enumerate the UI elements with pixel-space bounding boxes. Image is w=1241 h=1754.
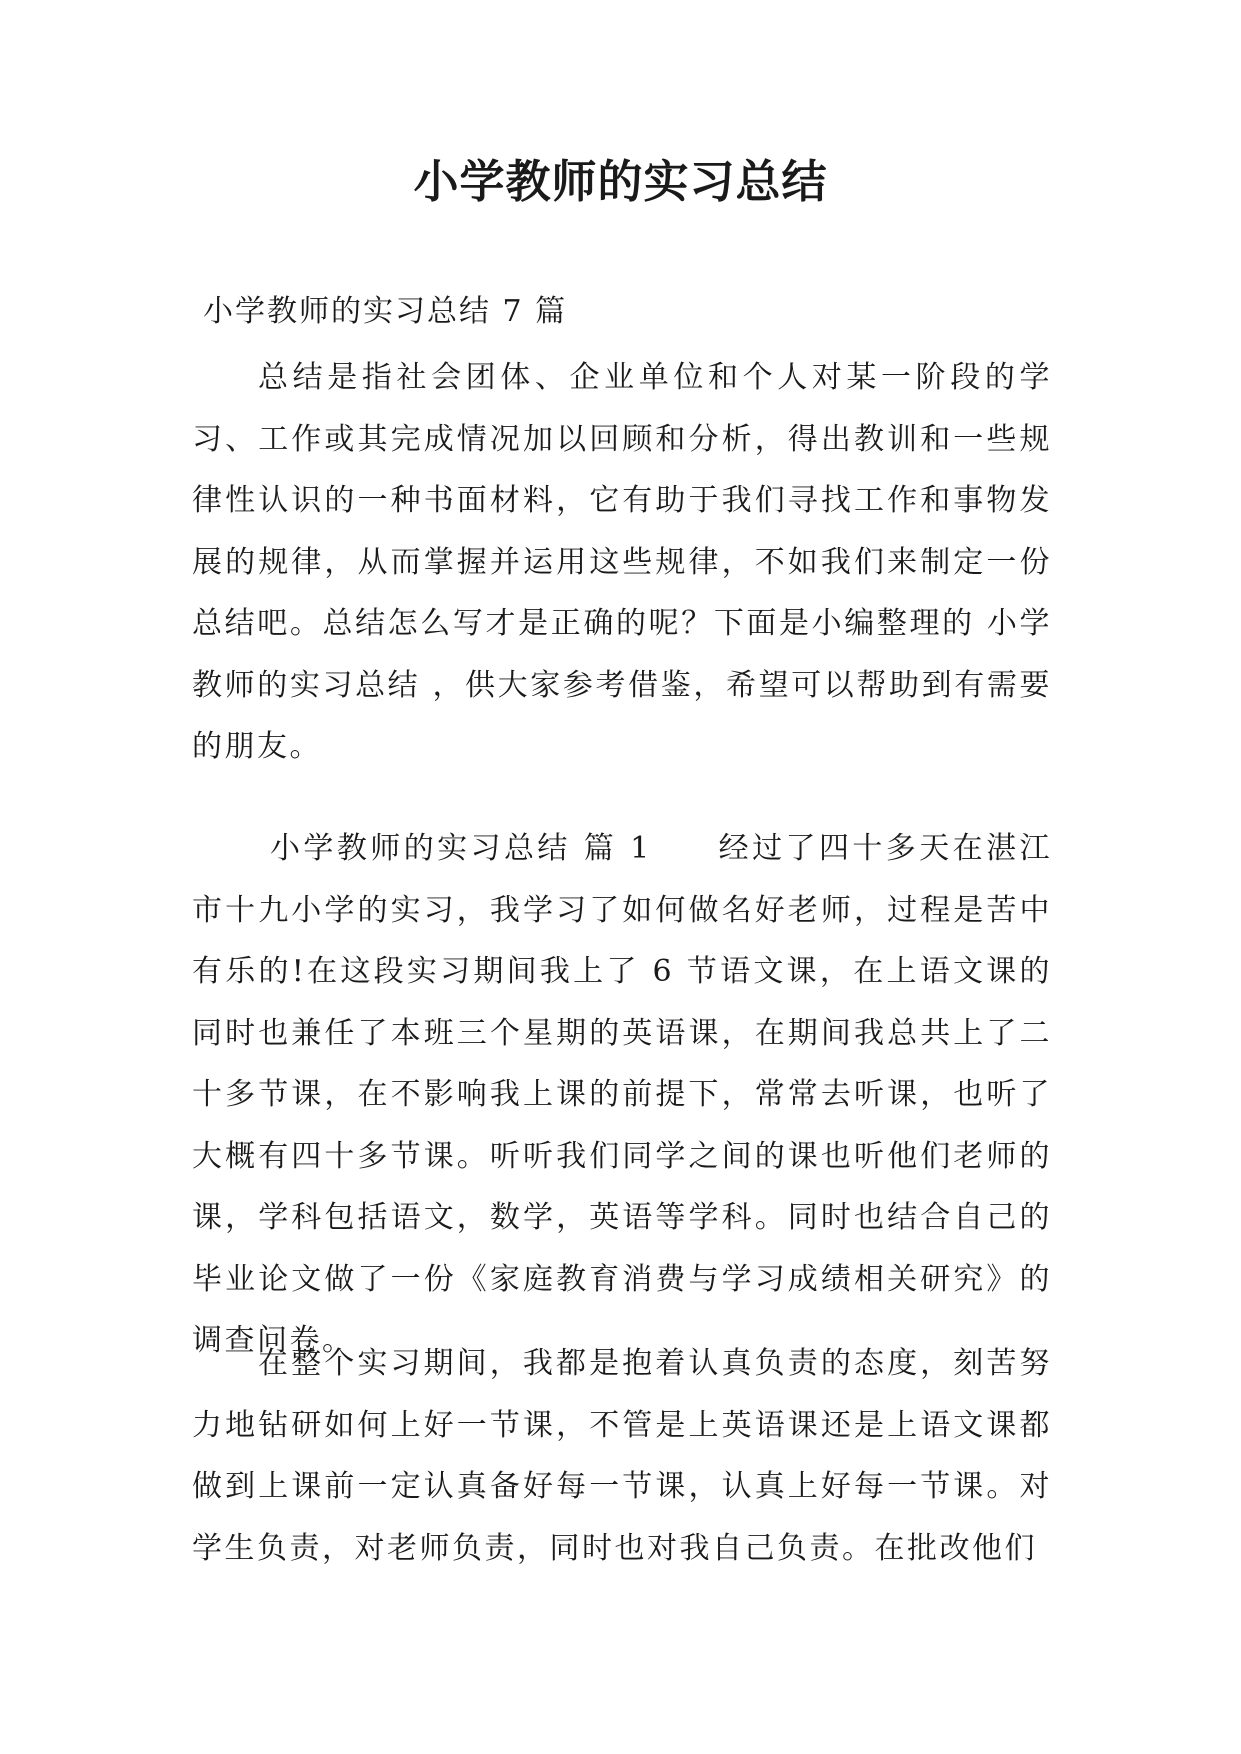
document-title: 小学教师的实习总结 (413, 155, 828, 208)
section-1-text: 经过了四十多天在湛江市十九小学的实习，我学习了如何做名好老师，过程是苦中有乐的!在这段实习期间我上了 6 节语文课，在上语文课的同时也兼任了本班三个星期的英语课，在期间我总共上了二十多节课，在不影响我上课的前提下，常常去听课，也听了大概有四十多节课。听听我们同学之间的课也听他们老师的课，学科包括语文，数学，英语等学科。同时也结合自己的毕业论文做了一份《家庭教育消费与学习成绩相关研究》的调查问卷。 (192, 831, 1052, 1358)
section-1-paragraph (192, 818, 1052, 1372)
section-1-heading: 小学教师的实习总结 篇 1 (270, 831, 652, 866)
document-subtitle: 小学教师的实习总结 7 篇 (203, 294, 568, 329)
body-paragraph-2: 在整个实习期间，我都是抱着认真负责的态度，刻苦努力地钻研如何上好一节课，不管是上英语课还是上语文课都做到上课前一定认真备好每一节课，认真上好每一节课。对学生负责，对老师负责，同时也对我自己负责。在批改他们 (192, 1346, 1052, 1566)
intro-paragraph: 总结是指社会团体、企业单位和个人对某一阶段的学习、工作或其完成情况加以回顾和分析，得出教训和一些规律性认识的一种书面材料，它有助于我们寻找工作和事物发展的规律，从而掌握并运用这些规律，不如我们来制定一份总结吧。总结怎么写才是正确的呢？下面是小编整理的 小学教师的实习总结 ，供大家参考借鉴，希望可以帮助到有需要的朋友。 (192, 360, 1052, 764)
